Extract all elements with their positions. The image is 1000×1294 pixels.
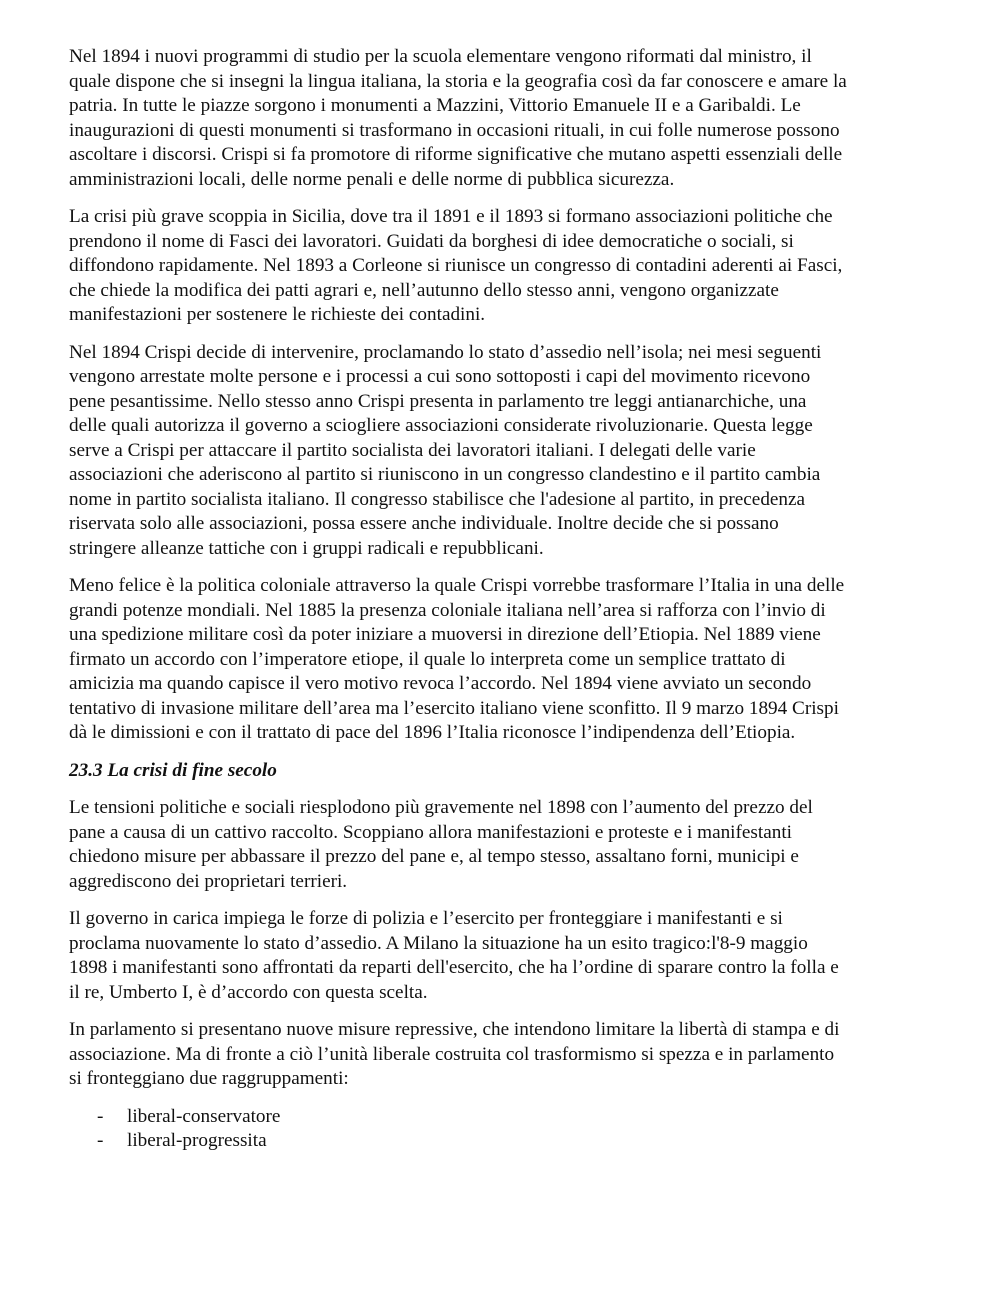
section-heading: 23.3 La crisi di fine secolo <box>69 759 277 781</box>
bullet-list <box>69 1105 935 1154</box>
paragraph-6: Il governo in carica impiega le forze di polizia e l’esercito per fronteggiare i manifestanti e si proclama nuovamente lo stato d’assedio. A Milano la situazione ha un esito tragico:l'8-9 maggio 1898 i manifestanti sono affrontati da reparti dell'esercito, che ha l’ordine di sparare contro la folla e il re, Umberto I, è d’accordo con questa scelta. <box>69 908 839 1003</box>
dash-bullet: - <box>97 1130 104 1151</box>
paragraph-7: In parlamento si presentano nuove misure repressive, che intendono limitare la libertà di stampa e di associazione. Ma di fronte a ciò l’unità liberale costruita col trasformismo si spezza e in parlamento si fronteggiano due raggruppamenti: <box>69 1019 840 1089</box>
paragraph-5: Le tensioni politiche e sociali riesplodono più gravemente nel 1898 con l’aumento del prezzo del pane a causa di un cattivo raccolto. Scoppiano allora manifestazioni e proteste e i manifestanti chiedono misure per abbassare il prezzo del pane e, al tempo stesso, assaltano forni, municipi e aggrediscono dei proprietari terrieri. <box>69 797 813 892</box>
list-item-text: liberal-conservatore <box>127 1105 281 1127</box>
list-item <box>69 1129 935 1154</box>
document-page <box>69 45 935 1154</box>
paragraph-4: Meno felice è la politica coloniale attraverso la quale Crispi vorrebbe trasformare l’Italia in una delle grandi potenze mondiali. Nel 1885 la presenza coloniale italiana nell’area si rafforza con l’invio di una spedizione militare così da poter iniziare a muoversi in direzione dell’Etiopia. Nel 1889 viene firmato un accordo con l’imperatore etiope, il quale lo interpreta come un semplice trattato di amicizia ma quando capisce il vero motivo revoca l’accordo. Nel 1894 viene avviato un secondo tentativo di invasione militare dell’area ma l’esercito italiano viene sconfitto. Il 9 marzo 1894 Crispi dà le dimissioni e con il trattato di pace del 1896 l’Italia riconosce l’indipendenza dell’Etiopia. <box>69 575 845 743</box>
dash-bullet: - <box>97 1105 104 1127</box>
list-item-text: liberal-progressita <box>127 1130 267 1151</box>
paragraph-2: La crisi più grave scoppia in Sicilia, dove tra il 1891 e il 1893 si formano associazioni politiche che prendono il nome di Fasci dei lavoratori. Guidati da borghesi di idee democratiche o sociali, si diffondono rapidamente. Nel 1893 a Corleone si riunisce un congresso di contadini aderenti ai Fasci, che chiede la modifica dei patti agrari e, nell’autunno dello stesso anni, vengono organizzate manifestazioni per sostenere le richieste dei contadini. <box>69 206 843 325</box>
list-item <box>69 1105 935 1130</box>
paragraph-1: Nel 1894 i nuovi programmi di studio per la scuola elementare vengono riformati dal ministro, il quale dispone che si insegni la lingua italiana, la storia e la geografia così da far conoscere e amare la patria. In tutte le piazze sorgono i monumenti a Mazzini, Vittorio Emanuele II e a Garibaldi. Le inaugurazioni di questi monumenti si trasformano in occasioni rituali, in cui folle numerose possono ascoltare i discorsi. Crispi si fa promotore di riforme significative che mutano aspetti essenziali delle amministrazioni locali, delle norme penali e delle norme di pubblica sicurezza. <box>69 46 847 190</box>
paragraph-3: Nel 1894 Crispi decide di intervenire, proclamando lo stato d’assedio nell’isola; nei mesi seguenti vengono arrestate molte persone e i processi a cui sono sottoposti i capi del movimento ricevono pene pesantissime. Nello stesso anno Crispi presenta in parlamento tre leggi antianarchiche, una delle quali autorizza il governo a sciogliere associazioni considerate rivoluzionarie. Questa legge serve a Crispi per attaccare il partito socialista dei lavoratori italiani. I delegati delle varie associazioni che aderiscono al partito si riuniscono in un congresso clandestino e il partito cambia nome in partito socialista italiano. Il congresso stabilisce che l'adesione al partito, in precedenza riservata solo alle associazioni, possa essere anche individuale. Inoltre decide che si possano stringere alleanze tattiche con i gruppi radicali e repubblicani. <box>69 341 822 559</box>
